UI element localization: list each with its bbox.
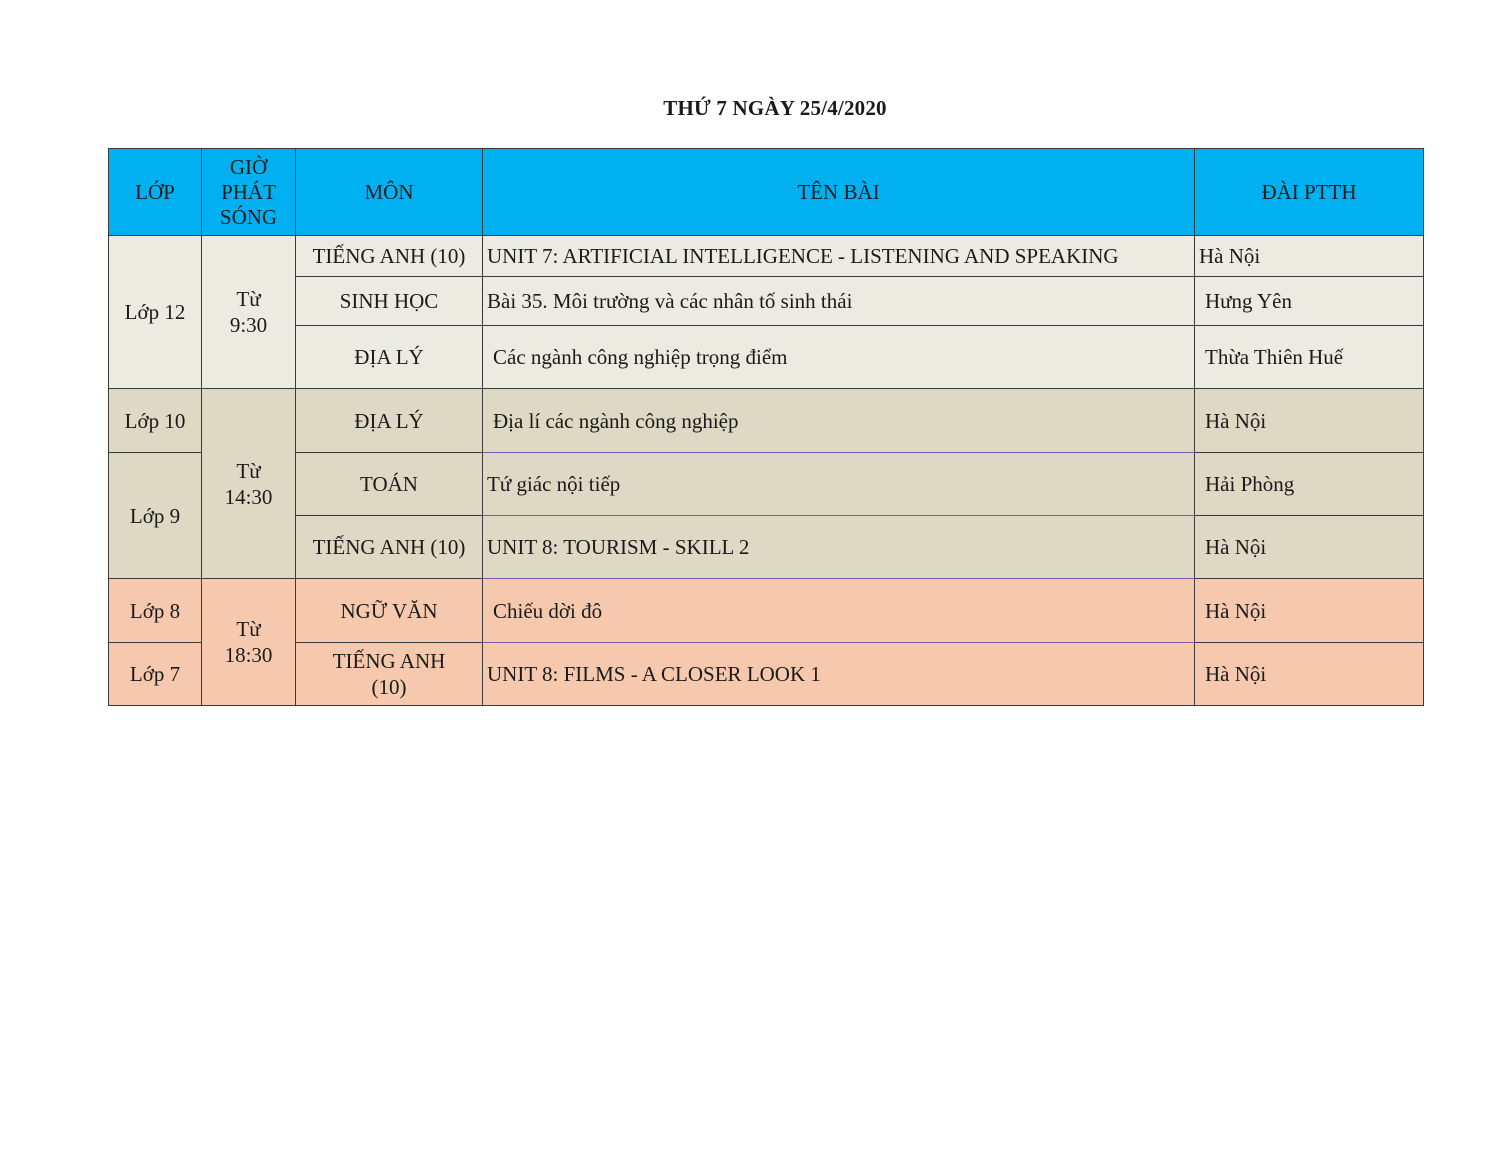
header-gio-line2: PHÁT [221, 179, 276, 204]
lop-cell: Lớp 10 [109, 389, 202, 453]
ten-bai-cell: UNIT 7: ARTIFICIAL INTELLIGENCE - LISTENING AND SPEAKING [483, 236, 1195, 277]
time-cell [202, 236, 296, 389]
ten-bai-cell: UNIT 8: FILMS - A CLOSER LOOK 1 [483, 643, 1195, 706]
mon-cell: NGỮ VĂN [296, 579, 483, 643]
mon-line2: (10) [371, 675, 407, 699]
dai-cell: Thừa Thiên Huế [1195, 326, 1424, 389]
header-mon: MÔN [296, 149, 483, 236]
table-row [109, 579, 1424, 643]
ten-bai-cell: Chiếu dời đô [483, 579, 1195, 643]
lop-cell: Lớp 9 [109, 453, 202, 579]
mon-line1: TIẾNG ANH [332, 649, 446, 673]
ten-bai-cell: Địa lí các ngành công nghiệp [483, 389, 1195, 453]
header-lop: LỚP [109, 149, 202, 236]
mon-cell: TIẾNG ANH (10) [296, 516, 483, 579]
lop-cell: Lớp 12 [109, 236, 202, 389]
dai-cell: Hưng Yên [1195, 277, 1424, 326]
dai-cell: Hà Nội [1195, 579, 1424, 643]
header-ten-bai: TÊN BÀI [483, 149, 1195, 236]
broadcast-schedule-table [108, 148, 1424, 706]
mon-cell: TOÁN [296, 453, 483, 516]
dai-cell: Hải Phòng [1195, 453, 1424, 516]
table-row [109, 326, 1424, 389]
time-line1: Từ [236, 458, 261, 483]
table-row [109, 453, 1424, 516]
time-cell [202, 389, 296, 579]
table-row [109, 236, 1424, 277]
time-cell [202, 579, 296, 706]
ten-bai-cell: Các ngành công nghiệp trọng điểm [483, 326, 1195, 389]
time-line1: Từ [236, 287, 261, 311]
table-row [109, 277, 1424, 326]
table-row [109, 516, 1424, 579]
dai-cell: Hà Nội [1195, 389, 1424, 453]
lop-cell: Lớp 7 [109, 643, 202, 706]
page-title: THỨ 7 NGÀY 25/4/2020 [663, 96, 887, 120]
header-gio-phat-song [202, 149, 296, 236]
table-row [109, 643, 1424, 706]
time-line2: 18:30 [224, 643, 273, 667]
dai-cell: Hà Nội [1195, 516, 1424, 579]
mon-cell: TIẾNG ANH (10) [296, 236, 483, 277]
header-row [109, 149, 1424, 236]
ten-bai-cell: Bài 35. Môi trường và các nhân tố sinh thái [483, 277, 1195, 326]
mon-cell: ĐỊA LÝ [296, 326, 483, 389]
dai-cell: Hà Nội [1195, 236, 1424, 277]
lop-cell: Lớp 8 [109, 579, 202, 643]
mon-cell: SINH HỌC [296, 277, 483, 326]
mon-cell [296, 643, 483, 706]
header-gio-line1: GIỜ [229, 154, 268, 179]
time-line2: 14:30 [224, 484, 273, 509]
ten-bai-cell: UNIT 8: TOURISM - SKILL 2 [483, 516, 1195, 579]
header-dai-ptth: ĐÀI PTTH [1195, 149, 1424, 236]
time-line2: 9:30 [229, 313, 268, 337]
header-gio-line3: SÓNG [219, 204, 278, 229]
ten-bai-cell: Tứ giác nội tiếp [483, 453, 1195, 516]
time-line1: Từ [236, 617, 261, 641]
table-row [109, 389, 1424, 453]
mon-cell: ĐỊA LÝ [296, 389, 483, 453]
dai-cell: Hà Nội [1195, 643, 1424, 706]
